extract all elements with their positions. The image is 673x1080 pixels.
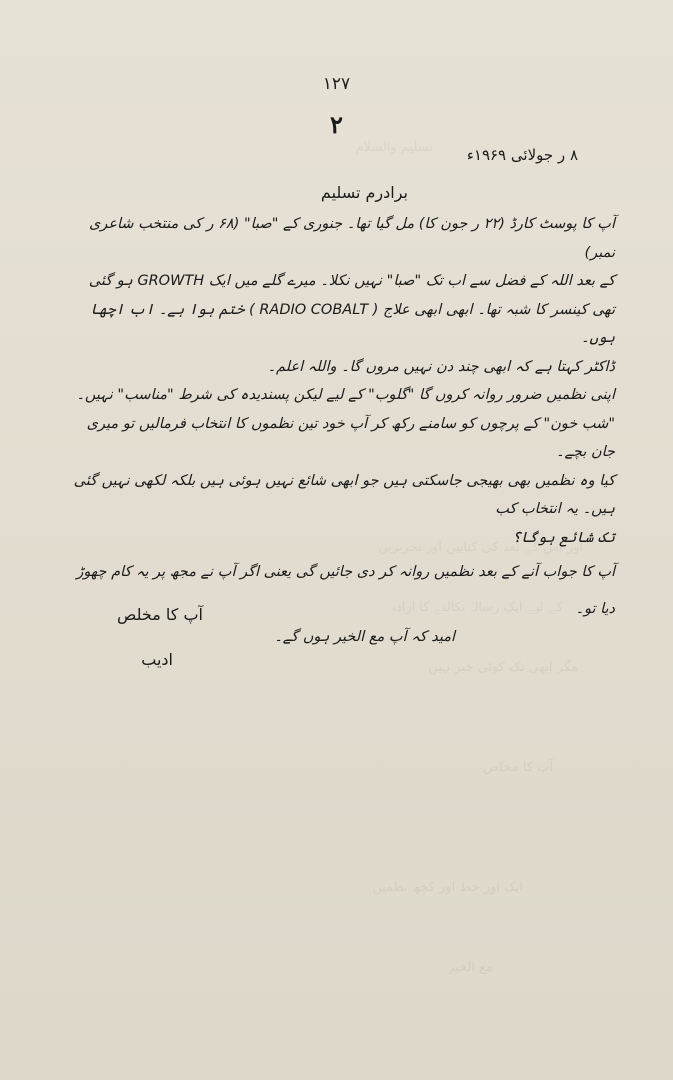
show-through-text: ﻣﮕﺮ ﺍﺑﮭﯽ ﺗﮏ ﮐﻮﺋﯽ ﺧﺒﺮ ﻧﮩﯿﮟ (428, 660, 578, 675)
body-line: کیا وہ نظمیں بھی بھیجی جاسکتی ہیں جو ابھی شائع نہیں ہوئی ہیں بلکہ لکھی نہیں گئی ہیں۔ یہ انتخاب کب (73, 472, 615, 517)
closing: آپ کا مخلص (117, 605, 203, 624)
body-line: آپ کا جواب آنے کے بعد نظمیں روانہ کر دی جائیں گی یعنی اگر آپ نے مجھ پر یہ کام چھوڑ (76, 564, 615, 580)
body-line: آپ کا پوسٹ کارڈ (۲۲ ر جون کا) مل گیا تھا۔ جنوری کے "صبا" (۶۸ ر کی منتخب شاعری نمبر) (88, 216, 615, 261)
show-through-text: ﻣﻊ ﺍﻟﺨﯿﺮ (447, 960, 493, 975)
show-through-text: ﮐﮯ ﻟﯿﮯ ﺍﯾﮏ ﺭﺳﺎﻟﮧ ﻧﮑﺎﻟﻨﮯ ﮐﺎ ﺍﺭﺍﺩﮦ (392, 600, 563, 615)
body-line: تھی کینسر کا شبہ تھا۔ ابھی ابھی علاج ( RADIO COBALT ) ختم ہوا ہے۔ اب اچھا ہوں۔ (90, 301, 615, 346)
page-number: ١٢٧ (322, 74, 351, 94)
body-line: کے بعد اللہ کے فضل سے اب تک "صبا" نہیں نکلا۔ میرے گلے میں ایک GROWTH ہو گئی (88, 273, 615, 289)
body-line: امید کہ آپ مع الخیر ہوں گے۔ (274, 629, 455, 645)
show-through-text: ﺗﺴﻠﯿﻢ ﻭﺍﻟﺴﻼﻡ (355, 140, 433, 155)
show-through-text: ﺁﭖ ﮐﺎ ﻣﺨﻠﺺ (483, 760, 553, 775)
signature: ادیب (141, 650, 173, 669)
letter-body (60, 210, 615, 652)
body-line: ڈاکٹر کہتا ہے کہ ابھی چند دن نہیں مروں گا۔ واللہ اعلم۔ (267, 358, 615, 375)
letter-date: ۸ ر جولائی ۱۹۶۹ء (466, 146, 578, 164)
salutation: برادرم تسلیم (320, 183, 408, 202)
show-through-text: ﺍﯾﮏ ﺍﻭﺭ ﺧﻂ ﺍﻭﺭ ﮐﭽﮫ ﻧﻈﻤﯿﮟ (372, 880, 523, 895)
letter-number: ۲ (330, 110, 343, 139)
body-line: دیا تو۔ (575, 600, 615, 617)
show-through-text: ﺍﻭﺭ ﺍﺱ ﮐﮯ ﺑﻌﺪ ﮐﯽ ﮐﺘﺎﺑﯿﮟ ﺍﻭﺭ ﺗﺤﺮﯾﺮﯾﮟ (378, 540, 583, 555)
body-line: "شب خون" کے پرچوں کو سامنے رکھ کر آپ خود تین نظموں کا انتخاب فرمالیں تو میری جان بچے۔ (86, 415, 615, 460)
body-line: تک شائع ہوگا؟ (512, 529, 615, 546)
body-line: اپنی نظمیں ضرور روانہ کروں گا "گلوب" کے لیے لیکن پسندیدہ کی شرط "مناسب" نہیں۔ (76, 387, 615, 403)
